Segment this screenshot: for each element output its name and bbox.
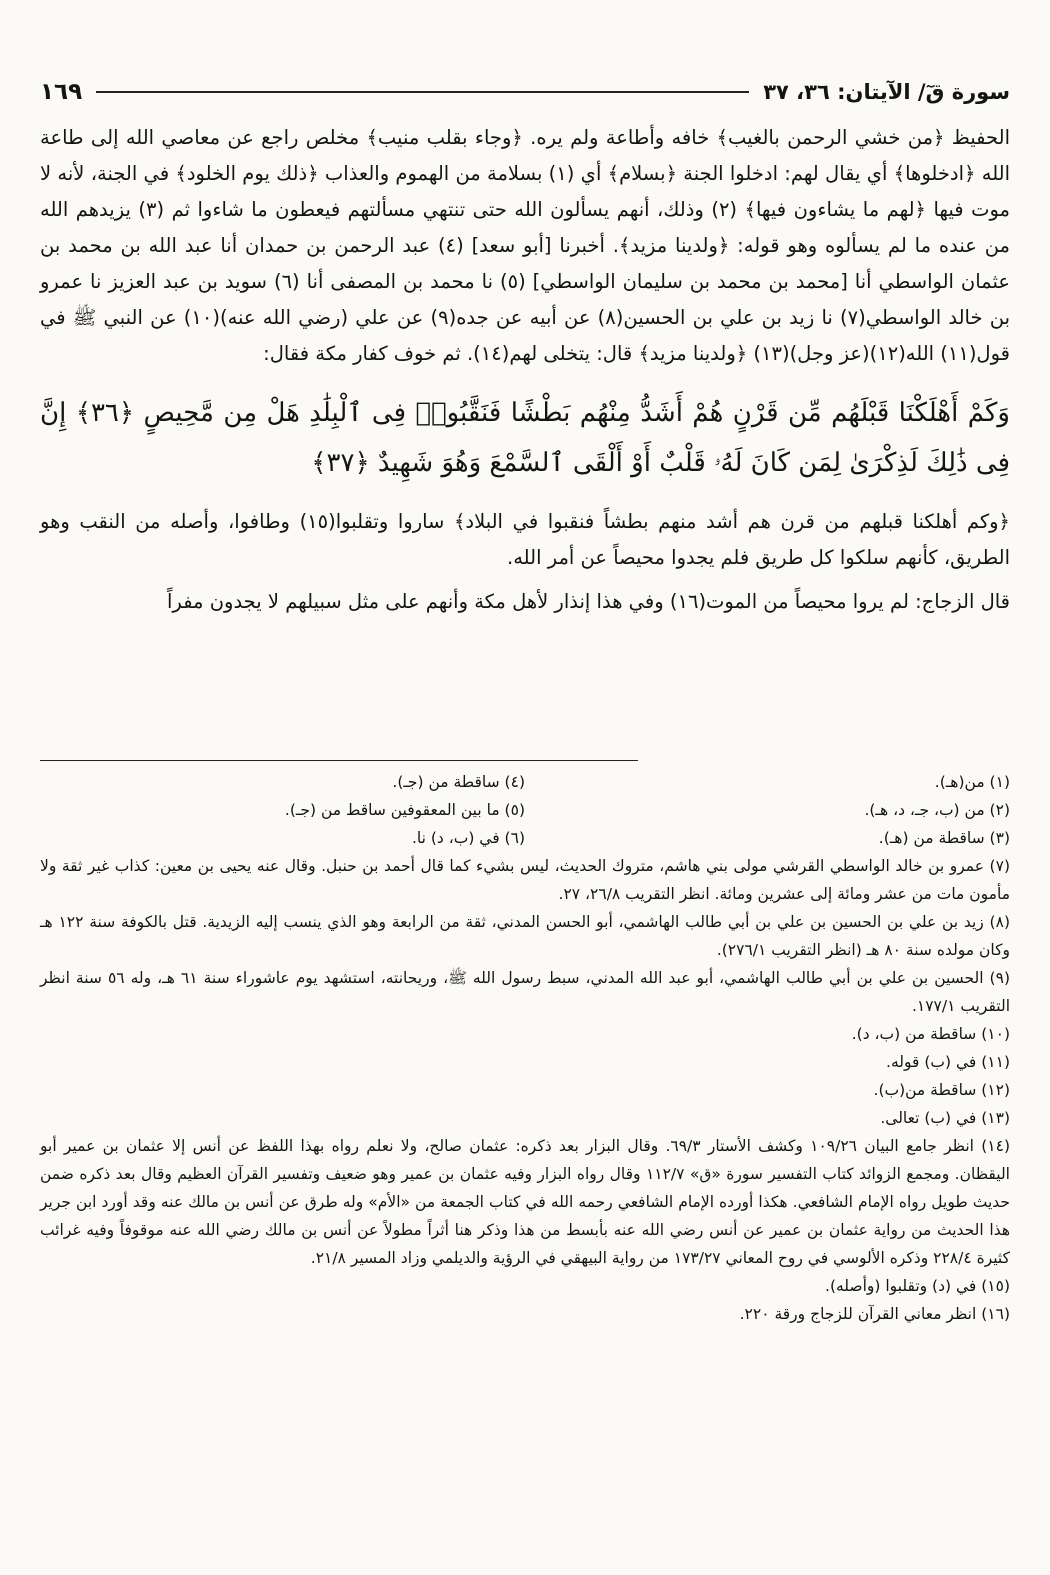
commentary-text: الحفيظ ﴿من خشي الرحمن بالغيب﴾ خافه وأطاعة ولم يره. ﴿وجاء بقلب منيب﴾ مخلص راجع عن معاصي الله إلى طاعة الله ﴿ادخلوها﴾ أي يقال لهم: ادخلوا الجنة ﴿بسلام﴾ أي (١) بسلامة من الهموم والعذاب ﴿ذلك يوم الخلود﴾ في الجنة، لأنه لا موت فيها ﴿لهم ما يشاءون فيها﴾ (٢) وذلك، أنهم يسألون الله حتى تنتهي مسألتهم فيعطون ما شاءوا ثم (٣) يزيدهم الله من عنده ما لم يسألوه وهو قوله: ﴿ولدينا مزيد﴾. أخبرنا [أبو سعد] (٤) عبد الرحمن بن حمدان أنا عبد الله بن محمد بن عثمان الواسطي أنا [محمد بن محمد بن سليمان الواسطي] (٥) نا محمد بن المصفى أنا (٦) سويد بن عبد العزيز نا عمرو بن خالد الواسطي(٧) نا زيد بن علي بن الحسين(٨) عن أبيه عن جده(٩) عن علي (رضي الله عنه)(١٠) عن النبي ﷺ في قول(١١) الله(١٢)(عز وجل)(١٣) ﴿ولدينا مزيد﴾ قال: يتخلى لهم(١٤). ثم خوف كفار مكة فقال: [40,126,1011,365]
footnote: (٥) ما بين المعقوفين ساقط من (جـ). [284,801,525,819]
footnote: (٩) الحسين بن علي بن أبي طالب الهاشمي، أبو عبد الله المدني، سبط رسول الله ﷺ، وريحانته، استشهد يوم عاشوراء سنة ٦١ هـ، وله ٥٦ سنة انظر التقريب ١٧٧/١. [40,969,1010,1015]
footnote: (١٦) انظر معاني القرآن للزجاج ورقة ٢٢٠. [739,1305,1010,1323]
main-text [40,120,1010,630]
footnote: (٦) في (ب، د) نا. [411,829,525,847]
footnote: (٨) زيد بن علي بن الحسين بن علي بن أبي طالب الهاشمي، أبو الحسن المدني، ثقة من الرابعة وهو الذي ينسب إليه الزيدية. قتل بالكوفة سنة ١٢٢ هـ وكان مولده سنة ٨٠ هـ (انظر التقريب ٢٧٦/١). [40,913,1010,959]
footnote: (١) من(هـ). [934,773,1010,791]
footnote: (١٤) انظر جامع البيان ١٠٩/٢٦ وكشف الأستار ٦٩/٣. وقال البزار بعد ذكره: عثمان صالح، ولا نعلم رواه بهذا اللفظ عن أنس إلا عثمان بن عمير أبو اليقظان. ومجمع الزوائد كتاب التفسير سورة «ق» ١١٢/٧ وقال رواه البزار وفيه عثمان بن عمير وهو ضعيف وتفسير القرآن العظيم وقال بعد ذكره ضمن حديث طويل رواه الإمام الشافعي. هكذا أورده الإمام الشافعي رحمه الله في كتاب الجمعة من «الأم» وله طرق عن أنس بن مالك عنه وقد أورد ابن جرير هذا الحديث من رواية عثمان بن عمير عن أنس رضي الله عنه بأبسط من هذا وذكر هنا أثراً مطولاً عن أنس بن مالك رضي الله عنه موقوفاً وفيه غرائب كثيرة ٢٢٨/٤ وذكره الألوسي في روح المعاني ١٧٣/٢٧ من رواية البيهقي في الرؤية والديلمي وزاد المسير ٢١/٨. [40,1137,1010,1267]
footnote: (١٣) في (ب) تعالى. [880,1109,1010,1127]
footnote: (١١) في (ب) قوله. [886,1053,1010,1071]
footnote: (٣) ساقطة من (هـ). [878,829,1010,847]
footnote-rule [40,760,638,761]
page-header [40,72,1010,112]
page-number: ١٦٩ [40,79,83,105]
footnote-column-right [525,768,1010,852]
quran-verse: وَكَمْ أَهْلَكْنَا قَبْلَهُم مِّن قَرْنٍ هُمْ أَشَدُّ مِنْهُم بَطْشًا فَنَقَّبُوا۟ فِى ٱلْبِلَٰدِ هَلْ مِن مَّحِيصٍ ﴿٣٦﴾ إِنَّ فِى ذَٰلِكَ لَذِكْرَىٰ لِمَن كَانَ لَهُۥ قَلْبٌ أَوْ أَلْقَى ٱلسَّمْعَ وَهُوَ شَهِيدٌ ﴿٣٧﴾ [40,398,1010,478]
footnote: (٢) من (ب، جـ، د، هـ). [864,801,1010,819]
footnote: (٤) ساقطة من (جـ). [392,773,525,791]
commentary-paragraph [40,120,1010,372]
footnote: (١٥) في (د) وتقلبوا (وأصله). [825,1277,1010,1295]
commentary-paragraph-2 [40,504,1010,620]
header-rule [96,91,749,93]
commentary-text: ﴿وكم أهلكنا قبلهم من قرن هم أشد منهم بطشاً فنقبوا في البلاد﴾ ساروا وتقلبوا(١٥) وطافوا، وأصله من النقب وهو الطريق، كأنهم سلكوا كل طريق فلم يجدوا محيصاً عن أمر الله. [40,510,1010,569]
footnote-columns [40,768,1010,852]
running-title: سورة قٓ/ الآيتان: ٣٦، ٣٧ [763,80,1010,104]
footnote-column-left [40,768,525,852]
footnote: (١٢) ساقطة من(ب). [873,1081,1010,1099]
footnote: (٧) عمرو بن خالد الواسطي القرشي مولى بني هاشم، متروك الحديث، ليس بشيء كما قال أحمد بن حنبل. وقال عنه يحيى بن معين: كذاب غير ثقة ولا مأمون مات من عشر ومائة إلى عشرين ومائة. انظر التقريب ٢٦/٨، ٢٧. [40,857,1010,903]
footnote: (١٠) ساقطة من (ب، د). [851,1025,1010,1043]
commentary-text: قال الزجاج: لم يروا محيصاً من الموت(١٦) وفي هذا إنذار لأهل مكة وأنهم على مثل سبيلهم لا يجدون مفراً [167,590,1010,613]
footnotes [40,768,1010,1328]
